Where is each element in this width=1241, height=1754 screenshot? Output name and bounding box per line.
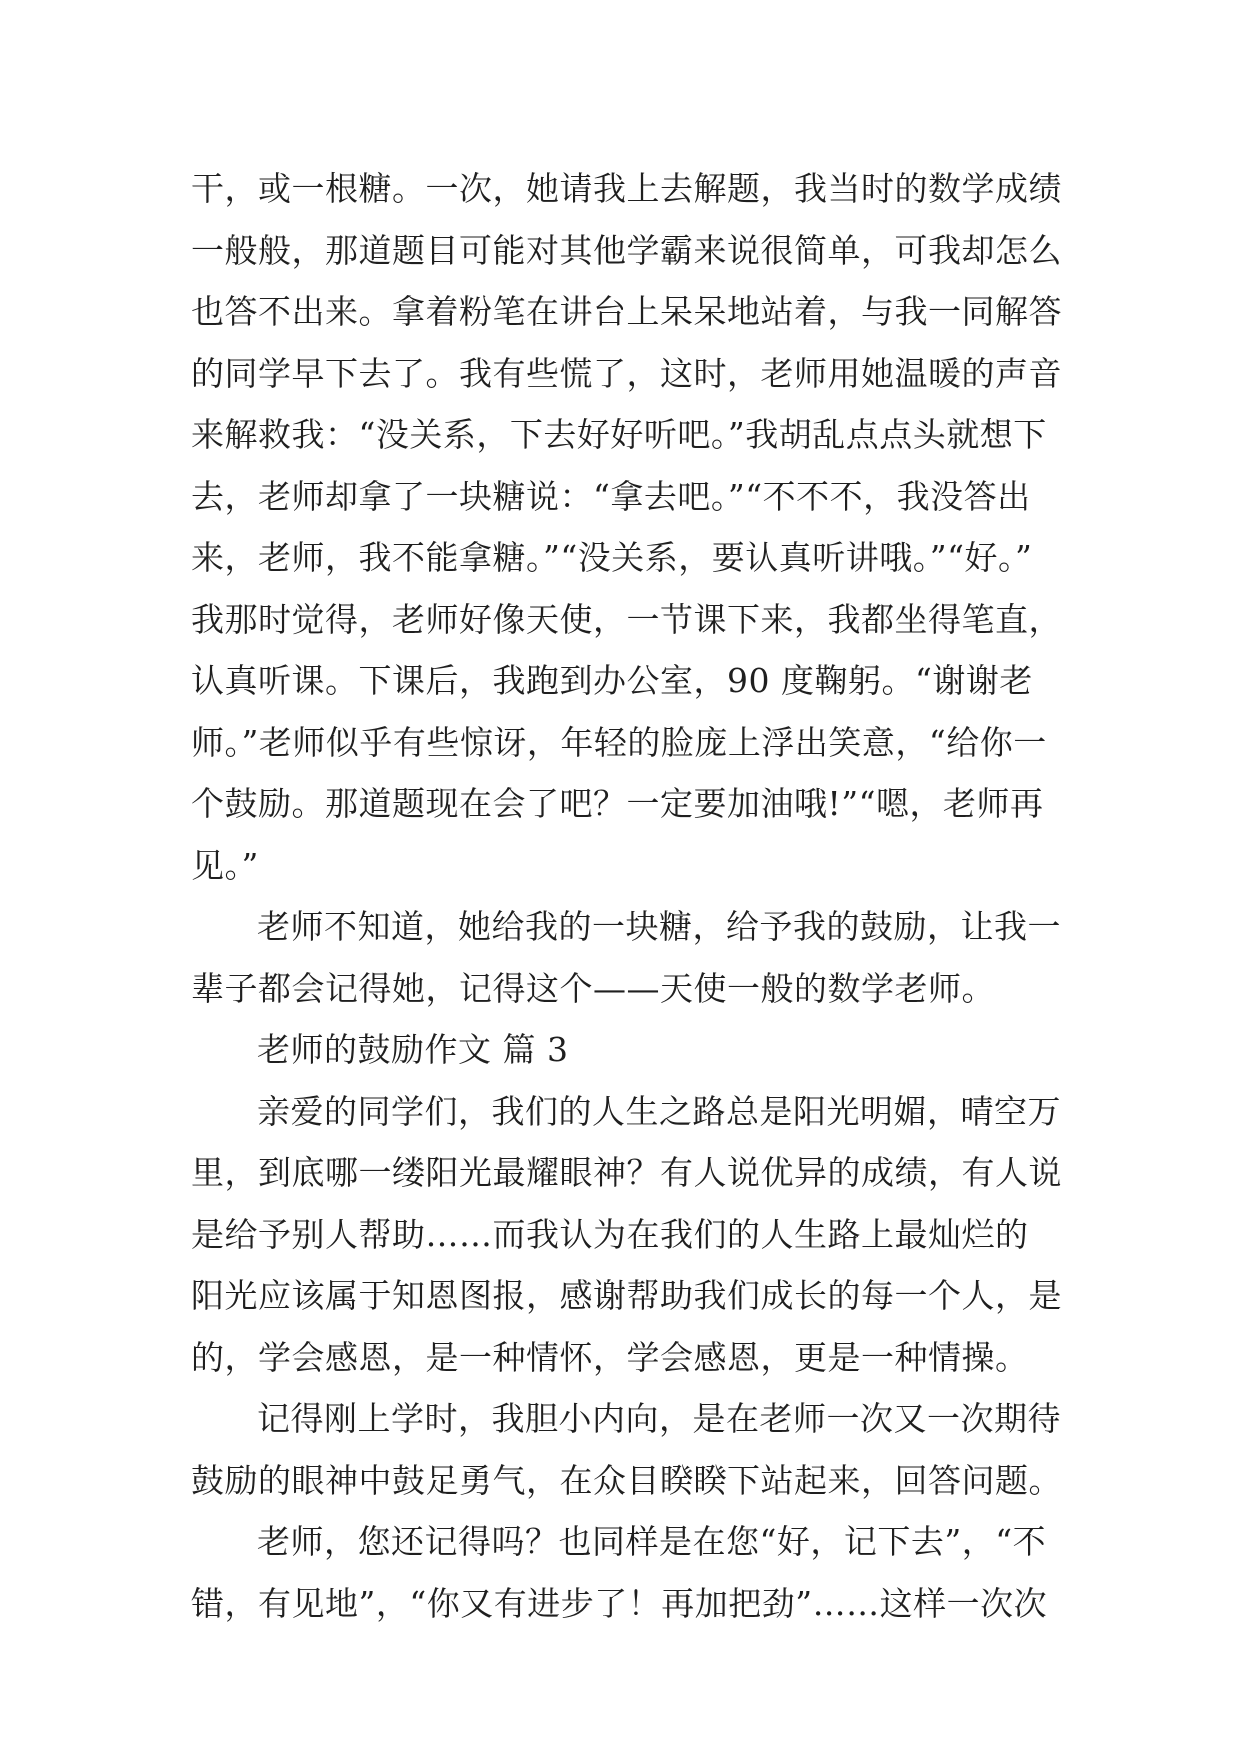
text-line: 记得刚上学时，我胆小内向，是在老师一次又一次期待 xyxy=(257,1399,1061,1438)
text-line: 老师，您还记得吗？也同样是在您“好，记下去”，“不 xyxy=(257,1522,1047,1561)
text-line: 错，有见地”，“你又有进步了！再加把劲”……这样一次次 xyxy=(191,1583,1048,1623)
body-text xyxy=(191,158,1071,1634)
text-line: 阳光应该属于知恩图报，感谢帮助我们成长的每一个人，是 xyxy=(191,1276,1062,1315)
text-line: 一般般，那道题目可能对其他学霸来说很简单，可我却怎么 xyxy=(191,230,1062,270)
text-line: 亲爱的同学们，我们的人生之路总是阳光明媚，晴空万 xyxy=(257,1091,1061,1131)
text-line: 里，到底哪一缕阳光最耀眼神？有人说优异的成绩，有人说 xyxy=(191,1153,1062,1192)
text-line: 来解救我：“没关系，下去好好听吧。”我胡乱点点头就想下 xyxy=(191,415,1047,454)
text-line: 是给予别人帮助……而我认为在我们的人生路上最灿烂的 xyxy=(191,1214,1029,1254)
text-line: 老师不知道，她给我的一块糖，给予我的鼓励，让我一 xyxy=(257,907,1061,946)
text-line: 也答不出来。拿着粉笔在讲台上呆呆地站着，与我一同解答 xyxy=(191,292,1062,331)
text-line: 的同学早下去了。我有些慌了，这时，老师用她温暖的声音 xyxy=(191,353,1062,393)
text-line: 的，学会感恩，是一种情怀，学会感恩，更是一种情操。 xyxy=(191,1337,1029,1377)
text-line: 干，或一根糖。一次，她请我上去解题，我当时的数学成绩 xyxy=(191,169,1062,208)
text-line: 来，老师，我不能拿糖。”“没关系，要认真听讲哦。”“好。” xyxy=(191,538,1033,577)
text-line: 个鼓励。那道题现在会了吧？一定要加油哦!”“嗯，老师再 xyxy=(191,784,1044,823)
text-line: 老师的鼓励作文 篇 3 xyxy=(257,1030,569,1069)
text-line: 辈子都会记得她，记得这个——天使一般的数学老师。 xyxy=(191,968,995,1008)
text-line: 师。”老师似乎有些惊讶，年轻的脸庞上浮出笑意，“给你一 xyxy=(191,722,1047,762)
text-line: 去，老师却拿了一块糖说：“拿去吧。”“不不不，我没答出 xyxy=(191,476,1031,516)
text-line: 认真听课。下课后，我跑到办公室，90 度鞠躬。“谢谢老 xyxy=(191,661,1033,700)
text-line: 见。” xyxy=(191,845,259,885)
text-line: 我那时觉得，老师好像天使，一节课下来，我都坐得笔直， xyxy=(191,599,1062,639)
text-line: 鼓励的眼神中鼓足勇气，在众目睽睽下站起来，回答问题。 xyxy=(191,1460,1062,1500)
